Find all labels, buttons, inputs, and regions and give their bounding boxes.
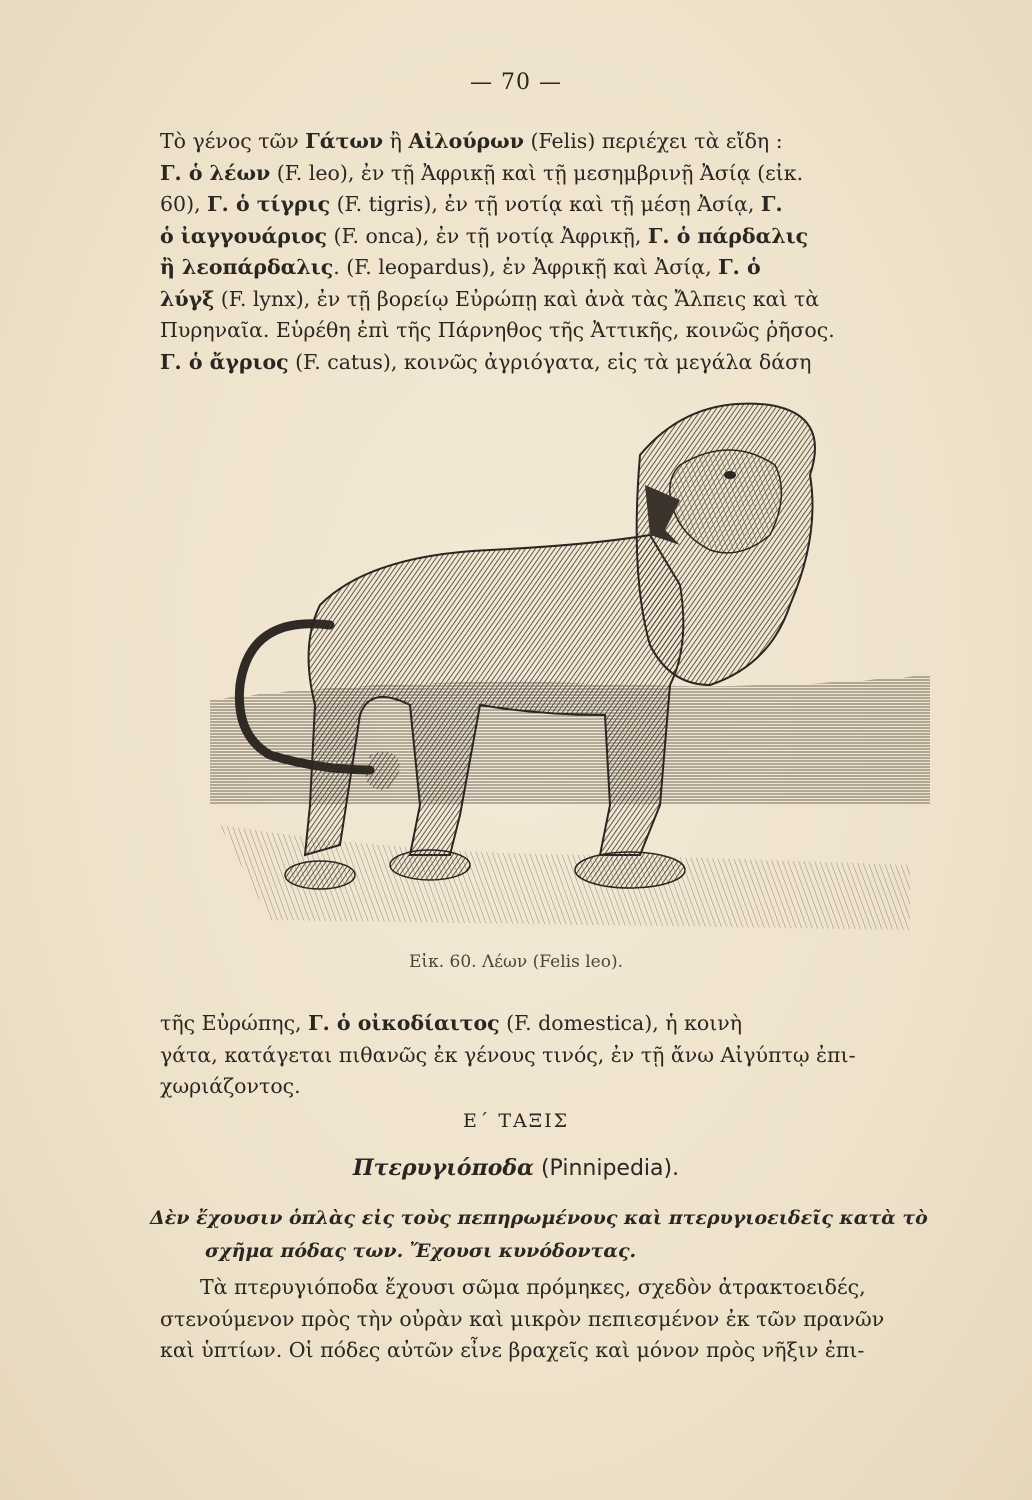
pinnipedia-subheading: Πτερυγιόποδα (Pinnipedia). (352, 1155, 680, 1181)
lion-engraving-image (210, 385, 930, 945)
order-heading: Ε΄ ΤΑΞΙΣ (462, 1110, 570, 1132)
text-line: Γ. ὁ ἄγριος (F. catus), κοινῶς ἀγριόγατα, εἰς τὰ μεγάλα δάση (160, 349, 812, 374)
page-number: — 70 — (470, 70, 562, 95)
text-line: στενούμενον πρὸς τὴν οὐρὰν καὶ μικρὸν πεπιεσμένον ἐκ τῶν πρανῶν (160, 1306, 885, 1331)
domestic-cat-paragraph (160, 1008, 940, 1103)
pinnipedia-definition (150, 1202, 940, 1268)
text-line: ὁ ἰαγγουάριος (F. onca), ἐν τῇ νοτίᾳ Ἀφρικῇ, Γ. ὁ πάρδαλις (160, 223, 809, 248)
text-line: ἢ λεοπάρδαλις. (F. leopardus), ἐν Ἀφρικῇ καὶ Ἀσίᾳ, Γ. ὁ (160, 255, 761, 279)
text-line: τῆς Εὐρώπης, Γ. ὁ οἰκοδίαιτος (F. domestica), ἡ κοινὴ (160, 1011, 743, 1035)
text-line: σχῆμα πόδας των. Ἔχουσι κυνόδοντας. (205, 1240, 637, 1262)
text-line: λύγξ (F. lynx), ἐν τῇ βορείῳ Εὐρώπῃ καὶ ἀνὰ τὰς Ἄλπεις καὶ τὰ (160, 286, 820, 311)
text-line: καὶ ὑπτίων. Οἱ πόδες αὐτῶν εἶνε βραχεῖς καὶ μόνον πρὸς νῆξιν ἐπι- (160, 1338, 865, 1362)
text-line: Τὰ πτερυγιόποδα ἔχουσι σῶμα πρόμηκες, σχεδὸν ἀτρακτοειδές, (200, 1275, 866, 1299)
text-line: χωριάζοντος. (160, 1074, 301, 1098)
text-line: Πυρηναῖα. Εὑρέθη ἐπὶ τῆς Πάρνηθος τῆς Ἀττικῆς, κοινῶς ῥῆσος. (160, 318, 835, 342)
text-line: Γ. ὁ λέων (F. leo), ἐν τῇ Ἀφρικῇ καὶ τῇ μεσημβρινῇ Ἀσίᾳ (εἰκ. (160, 160, 804, 185)
pinnipedia-description (160, 1272, 940, 1367)
text-line: Τὸ γένος τῶν Γάτων ἢ Αἰλούρων (Felis) περιέχει τὰ εἴδη : (160, 129, 783, 153)
lion-illustration (210, 385, 930, 945)
genus-paragraph (160, 126, 940, 378)
figure-caption: Εἰκ. 60. Λέων (Felis leo). (409, 952, 623, 972)
text-line: γάτα, κατάγεται πιθανῶς ἐκ γένους τινός, ἐν τῇ ἄνω Αἰγύπτῳ ἐπι- (160, 1042, 856, 1067)
text-line: 60), Γ. ὁ τίγρις (F. tigris), ἐν τῇ νοτίᾳ καὶ τῇ μέσῃ Ἀσίᾳ, Γ. (160, 192, 783, 216)
text-line: Δὲν ἔχουσιν ὁπλὰς εἰς τοὺς πεπηρωμένους καὶ πτερυγιοειδεῖς κατὰ τὸ (150, 1207, 928, 1229)
